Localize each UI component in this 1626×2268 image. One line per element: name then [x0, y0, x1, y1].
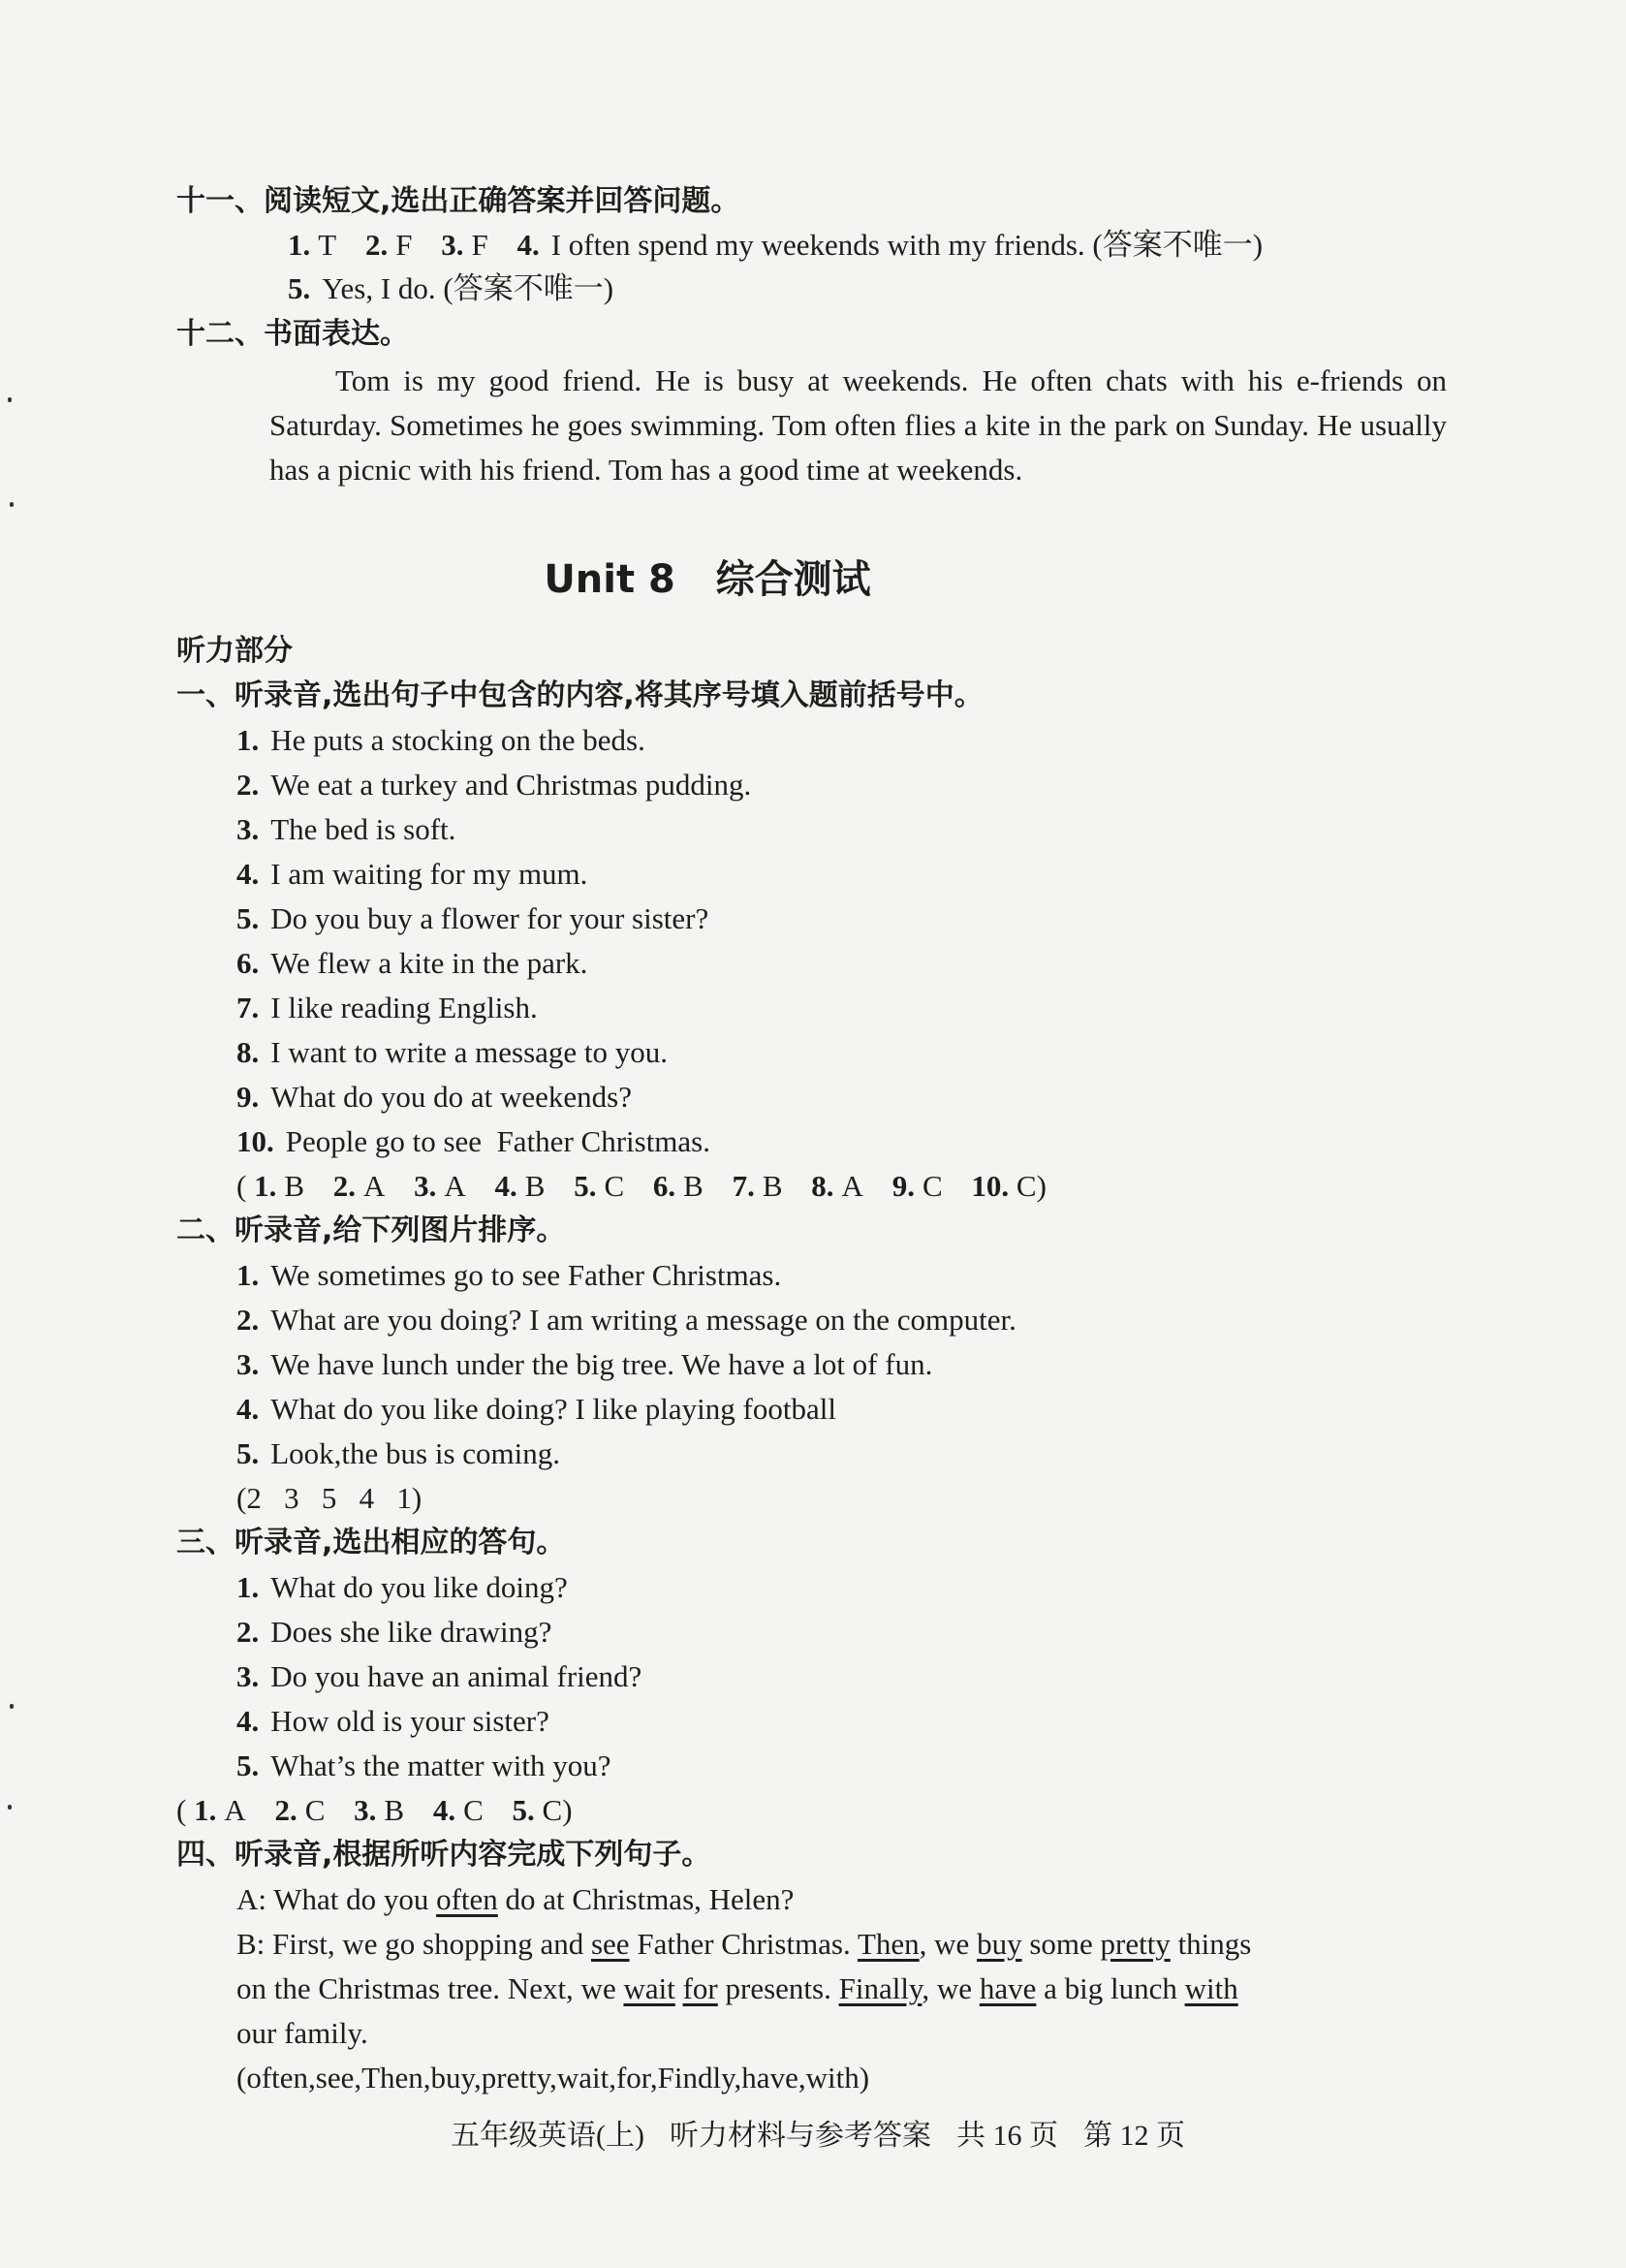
list-item: 1. He puts a stocking on the beds.	[236, 723, 645, 757]
scan-speck	[10, 502, 14, 507]
part-1-heading: 一、听录音,选出句子中包含的内容,将其序号填入题前括号中。	[176, 678, 984, 712]
list-item: 3. Do you have an animal friend?	[236, 1659, 642, 1693]
part-3-heading: 三、听录音,选出相应的答句。	[176, 1526, 566, 1559]
list-item: 4. I am waiting for my mum.	[236, 857, 588, 891]
list-item: 5. Do you buy a flower for your sister?	[236, 901, 709, 935]
list-item: 5. Look,the bus is coming.	[236, 1436, 561, 1470]
answer-item: 2. F	[364, 228, 413, 262]
dialogue-line-b: B: First, we go shopping and see Father Christmas. Then, we buy some pretty things	[236, 1927, 1252, 1961]
footer-subtitle: 听力材料与参考答案	[669, 2120, 931, 2152]
section-11-heading: 十一、阅读短文,选出正确答案并回答问题。	[176, 184, 740, 218]
list-item: 1. What do you like doing?	[236, 1570, 568, 1604]
list-item: 3. The bed is soft.	[236, 812, 456, 846]
dialogue-line-d: our family.	[236, 2016, 368, 2050]
dialogue-line-c: on the Christmas tree. Next, we wait for presents. Finally, we have a big lunch with	[236, 1971, 1238, 2005]
list-item: 4. How old is your sister?	[236, 1704, 549, 1738]
list-item: 4. What do you like doing? I like playing football	[236, 1392, 836, 1426]
scan-speck	[8, 1805, 12, 1810]
footer-total-pages: 共 16 页	[955, 2120, 1058, 2152]
dialogue-line-a: A: What do you often do at Christmas, Helen?	[236, 1882, 795, 1916]
listening-section-label: 听力部分	[176, 634, 293, 668]
scan-speck	[8, 397, 12, 402]
scan-speck	[10, 1704, 14, 1709]
part-3-answers: ( 1. A 2. C 3. B 4. C 5. C)	[176, 1793, 573, 1827]
answer-item: 3. F	[441, 228, 488, 262]
section-11-answers-line	[288, 226, 1263, 265]
word-bank: (often,see,Then,buy,pretty,wait,for,Findly,have,with)	[236, 2061, 870, 2095]
list-item: 5. What’s the matter with you?	[236, 1748, 611, 1782]
page-footer	[451, 2111, 1210, 2154]
part-4-heading: 四、听录音,根据所听内容完成下列句子。	[176, 1838, 711, 1872]
section-12-heading: 十二、书面表达。	[176, 317, 409, 351]
list-item: 2. Does she like drawing?	[236, 1615, 552, 1649]
footer-page-number: 第 12 页	[1082, 2120, 1185, 2152]
list-item: 2. We eat a turkey and Christmas pudding.	[236, 768, 752, 802]
list-item: 7. I like reading English.	[236, 991, 538, 1024]
list-item: 10. People go to see Father Christmas.	[236, 1124, 710, 1158]
section-12-essay: Tom is my good friend. He is busy at weekends. He often chats with his e-friends on Saturday. Sometimes he goes swimming. Tom often flies a kite in the park on Sunday. He usually has a picnic with his friend. Tom has a good time at weekends.	[269, 363, 1447, 487]
part-2-heading: 二、听录音,给下列图片排序。	[176, 1213, 566, 1247]
list-item: 8. I want to write a message to you.	[236, 1035, 669, 1069]
list-item: 3. We have lunch under the big tree. We have a lot of fun.	[236, 1347, 933, 1381]
list-item: 2. What are you doing? I am writing a message on the computer.	[236, 1303, 1016, 1337]
list-item: 9. What do you do at weekends?	[236, 1080, 632, 1114]
part-2-order: (2 3 5 4 1)	[236, 1481, 422, 1515]
footer-book: 五年级英语(上)	[451, 2120, 644, 2152]
list-item: 6. We flew a kite in the park.	[236, 946, 588, 980]
unit-title: Unit 8 综合测试	[544, 557, 871, 602]
section-11-q5: 5. Yes, I do. (答案不唯一)	[288, 271, 614, 305]
list-item: 1. We sometimes go to see Father Christmas.	[236, 1258, 782, 1292]
answer-item: 4. I often spend my weekends with my friends. (答案不唯一)	[516, 228, 1264, 262]
answer-item: 1. T	[288, 228, 337, 262]
part-1-answers: ( 1. B 2. A 3. A 4. B 5. C 6. B 7. B 8. A 9. C 10. C)	[236, 1169, 1047, 1203]
